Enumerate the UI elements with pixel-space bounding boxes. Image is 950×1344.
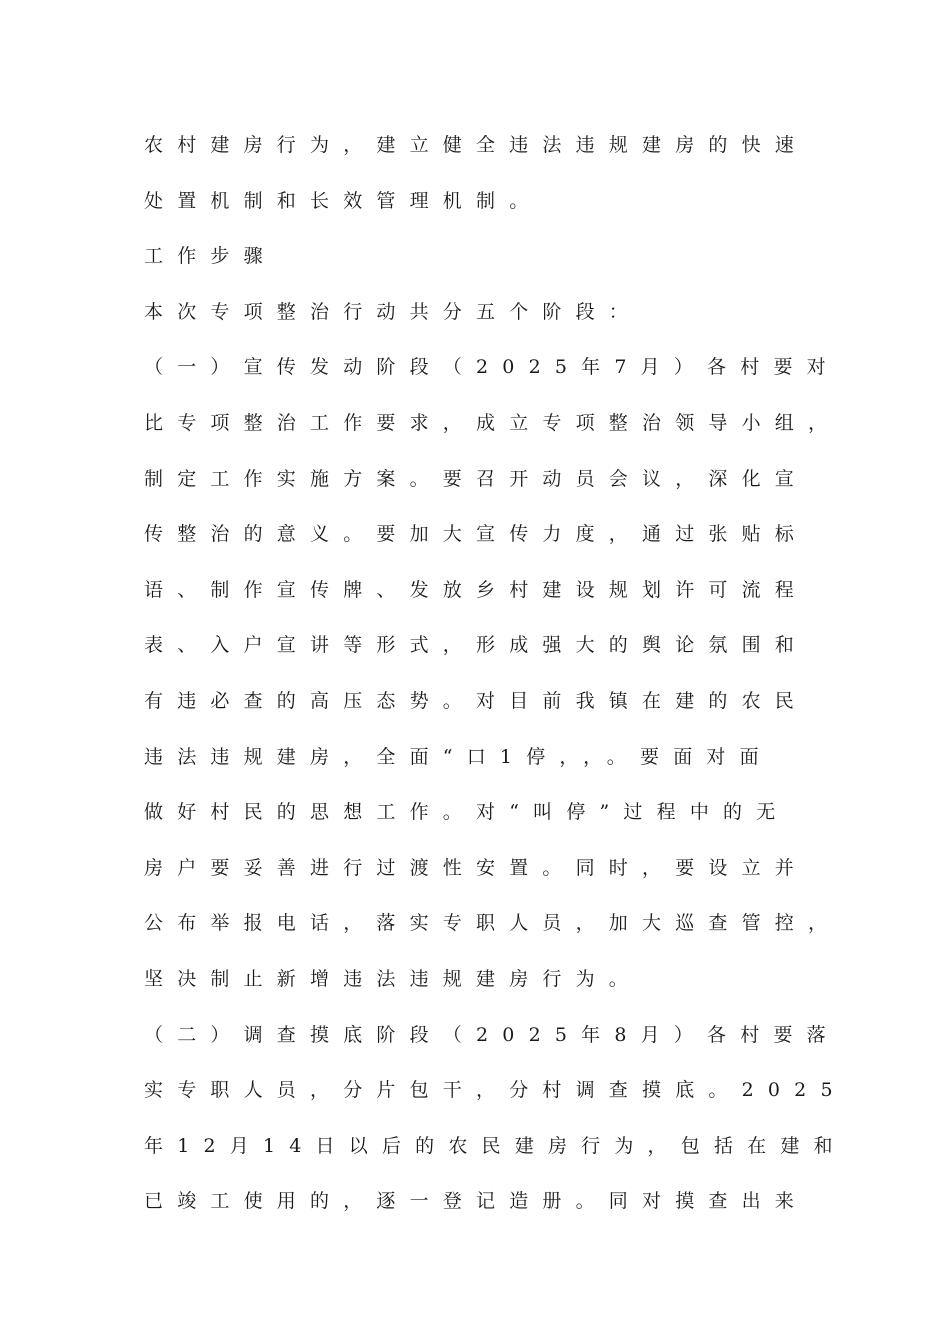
text-line: 坚决制止新增违法违规建房行为。	[144, 967, 643, 990]
section-heading: 工作步骤	[144, 245, 277, 268]
text-line: 传整治的意义。要加大宣传力度，通过张贴标	[144, 523, 809, 546]
text-line: （二）调查摸底阶段（2025年8月）各村要落	[144, 1023, 840, 1046]
text-line: 处置机制和长效管理机制。	[144, 189, 543, 212]
text-line: 农村建房行为，建立健全违法违规建房的快速	[144, 134, 809, 156]
text-line: 制定工作实施方案。要召开动员会议，深化宣	[144, 467, 809, 490]
text-line: 语、制作宣传牌、发放乡村建设规划许可流程	[144, 578, 809, 601]
text-line: 违法违规建房，全面“口1停，，。要面对面	[144, 745, 773, 768]
text-line: 已竣工使用的，逐一登记造册。同对摸查出来	[144, 1190, 809, 1213]
text-line: 比专项整治工作要求，成立专项整治领导小组，	[144, 411, 842, 434]
text-line: （一）宣传发动阶段（2025年7月）各村要对	[144, 356, 840, 379]
document-body	[144, 126, 847, 1238]
text-line: 本次专项整治行动共分五个阶段：	[144, 300, 643, 323]
text-line: 房户要妥善进行过渡性安置。同时，要设立并	[144, 856, 809, 879]
text-line: 表、入户宣讲等形式，形成强大的舆论氛围和	[144, 634, 809, 657]
text-line: 年12月14日以后的农民建房行为，包括在建和	[144, 1134, 847, 1157]
text-line: 有违必查的高压态势。对目前我镇在建的农民	[144, 689, 809, 712]
text-line: 公布举报电话，落实专职人员，加大巡查管控，	[144, 912, 842, 935]
text-line: 实专职人员，分片包干，分村调查摸底。2025	[144, 1079, 847, 1102]
text-line: 做好村民的思想工作。对“叫停”过程中的无	[144, 801, 790, 824]
